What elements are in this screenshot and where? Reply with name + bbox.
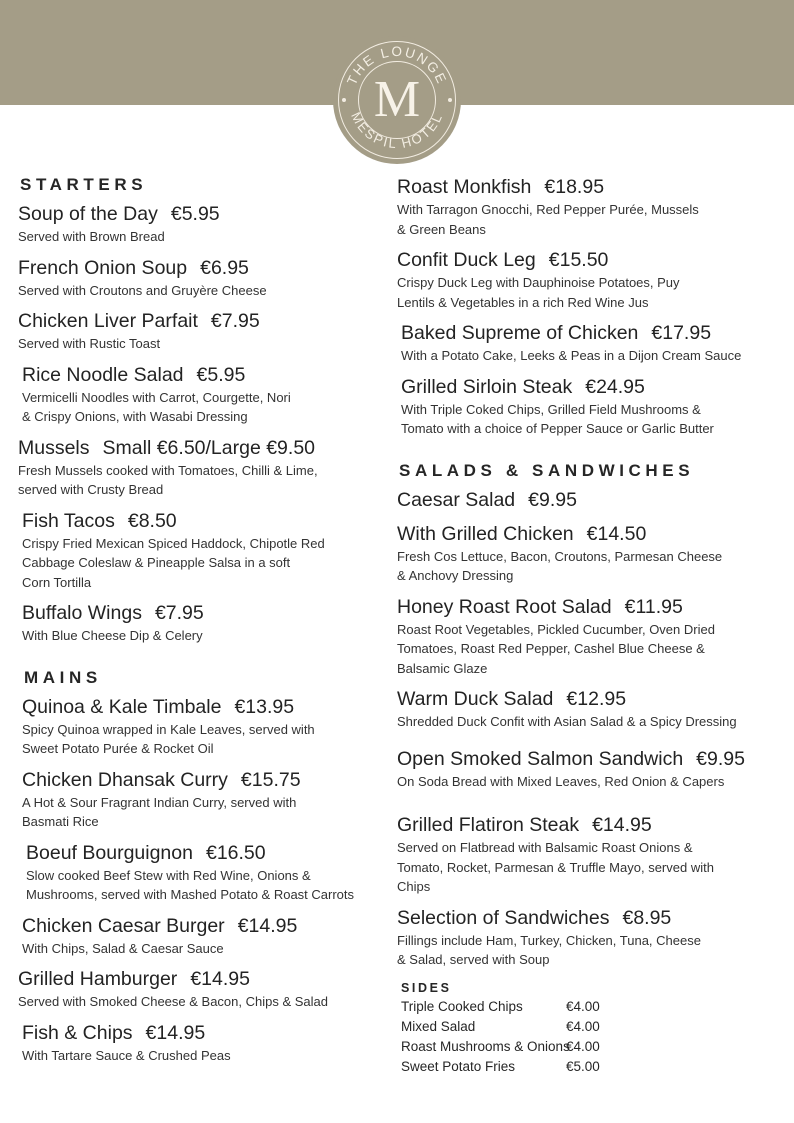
item-description: Shredded Duck Confit with Asian Salad & a Spicy Dressing xyxy=(397,714,737,729)
menu-item[interactable] xyxy=(18,256,386,301)
item-line xyxy=(18,967,386,992)
menu-item[interactable] xyxy=(397,248,777,312)
item-description: Slow cooked Beef Stew with Red Wine, Onions & Mushrooms, served with Mashed Potato & Roast Carrots xyxy=(26,867,355,902)
item-line xyxy=(22,509,386,534)
spacer xyxy=(397,800,777,813)
item-name: Grilled Flatiron Steak xyxy=(397,814,580,836)
item-price: €9.95 xyxy=(528,488,577,511)
menu-item[interactable] xyxy=(22,1021,386,1066)
item-line xyxy=(22,1021,386,1046)
item-line xyxy=(26,841,386,866)
item-line xyxy=(397,747,777,772)
item-name: Rice Noodle Salad xyxy=(22,363,184,386)
item-name: Quinoa & Kale Timbale xyxy=(22,695,222,718)
item-name: Baked Supreme of Chicken xyxy=(401,322,639,344)
item-line xyxy=(18,202,386,227)
item-name: Mussels xyxy=(18,436,90,459)
side-name: Triple Cooked Chips xyxy=(401,998,523,1014)
item-description: With Triple Coked Chips, Grilled Field Mushrooms & Tomato with a choice of Pepper Sauce or Garlic Butter xyxy=(401,401,714,436)
item-name: Fish Tacos xyxy=(22,509,115,532)
item-price: €5.95 xyxy=(170,203,220,225)
section-heading-salads-sandwiches: SALADS & SANDWICHES xyxy=(399,460,695,480)
item-price: €13.95 xyxy=(234,695,295,718)
side-price: €4.00 xyxy=(566,1038,600,1054)
item-description: Served with Brown Bread xyxy=(18,229,165,244)
item-price: €14.50 xyxy=(586,522,647,545)
item-name: With Grilled Chicken xyxy=(397,522,574,545)
menu-item[interactable] xyxy=(22,768,386,832)
item-description: Fillings include Ham, Turkey, Chicken, Tuna, Cheese & Salad, served with Soup xyxy=(397,932,701,967)
item-line xyxy=(22,363,386,388)
item-description: With Tartare Sauce & Crushed Peas xyxy=(22,1047,231,1063)
item-price: €14.95 xyxy=(145,1021,206,1044)
menu-item[interactable] xyxy=(397,175,777,239)
item-price: Small €6.50/Large €9.50 xyxy=(102,436,316,459)
side-item[interactable] xyxy=(401,997,777,1017)
menu-item[interactable] xyxy=(22,695,386,759)
item-description: With Blue Cheese Dip & Celery xyxy=(22,628,203,643)
side-name: Roast Mushrooms & Onions xyxy=(401,1038,570,1054)
side-price: €4.00 xyxy=(566,1018,600,1034)
item-description: With a Potato Cake, Leeks & Peas in a Dijon Cream Sauce xyxy=(401,348,742,363)
item-name: Open Smoked Salmon Sandwich xyxy=(397,747,684,770)
item-description: With Chips, Salad & Caesar Sauce xyxy=(22,940,224,956)
menu-item[interactable] xyxy=(397,687,777,732)
svg-text:MESPIL HOTEL: MESPIL HOTEL xyxy=(348,109,446,152)
item-line xyxy=(18,256,386,281)
side-price: €5.00 xyxy=(566,1058,600,1074)
item-price: €14.95 xyxy=(592,814,652,836)
item-price: €7.95 xyxy=(210,310,260,332)
item-name: Grilled Hamburger xyxy=(18,968,178,990)
menu-item[interactable] xyxy=(22,363,386,427)
item-price: €16.50 xyxy=(205,841,266,864)
item-line xyxy=(18,309,386,334)
item-price: €12.95 xyxy=(566,688,627,710)
item-name: Honey Roast Root Salad xyxy=(397,595,612,618)
item-name: Chicken Liver Parfait xyxy=(18,310,198,332)
item-line xyxy=(401,321,777,346)
menu-item[interactable] xyxy=(397,595,777,679)
menu-item[interactable] xyxy=(18,967,386,1012)
item-price: €7.95 xyxy=(154,602,204,624)
item-line xyxy=(397,248,777,273)
item-description: Served with Croutons and Gruyère Cheese xyxy=(18,282,267,298)
item-name: Warm Duck Salad xyxy=(397,688,554,710)
section-heading-mains: MAINS xyxy=(24,667,102,687)
item-line xyxy=(397,175,777,200)
menu-item[interactable] xyxy=(397,906,777,970)
item-description: Vermicelli Noodles with Carrot, Courgette, Nori & Crispy Onions, with Wasabi Dressing xyxy=(22,389,291,424)
item-line xyxy=(397,595,777,620)
menu-item[interactable] xyxy=(18,202,386,247)
menu-item[interactable] xyxy=(18,309,386,354)
right-column xyxy=(397,175,777,1077)
hotel-logo xyxy=(333,36,461,164)
item-description: Fresh Cos Lettuce, Bacon, Croutons, Parmesan Cheese & Anchovy Dressing xyxy=(397,548,723,583)
item-price: €14.95 xyxy=(190,968,250,990)
item-price: €15.75 xyxy=(240,768,301,791)
item-line xyxy=(397,813,777,838)
item-line xyxy=(397,488,777,513)
item-price: €9.95 xyxy=(696,747,745,770)
item-name: Soup of the Day xyxy=(18,203,158,225)
item-description: On Soda Bread with Mixed Leaves, Red Onion & Capers xyxy=(397,773,725,789)
menu-item[interactable] xyxy=(397,488,777,513)
item-description: A Hot & Sour Fragrant Indian Curry, served with Basmati Rice xyxy=(22,794,297,829)
item-name: Selection of Sandwiches xyxy=(397,906,610,929)
item-name: Chicken Dhansak Curry xyxy=(22,768,228,791)
item-price: €14.95 xyxy=(237,914,298,937)
side-price: €4.00 xyxy=(566,998,600,1014)
item-line xyxy=(22,914,386,939)
item-description: Served on Flatbread with Balsamic Roast Onions & Tomato, Rocket, Parmesan & Truffle Mayo, served with Chips xyxy=(397,840,714,894)
side-name: Mixed Salad xyxy=(401,1018,476,1034)
item-description: Spicy Quinoa wrapped in Kale Leaves, served with Sweet Potato Purée & Rocket Oil xyxy=(22,721,315,756)
item-description: Crispy Fried Mexican Spiced Haddock, Chipotle Red Cabbage Coleslaw & Pineapple Salsa in a soft Corn Tortilla xyxy=(22,535,325,590)
spacer xyxy=(397,448,777,461)
item-description: Served with Rustic Toast xyxy=(18,336,161,351)
item-line xyxy=(397,906,777,931)
left-column xyxy=(18,175,386,1074)
item-name: Roast Monkfish xyxy=(397,176,532,198)
item-description: Fresh Mussels cooked with Tomatoes, Chilli & Lime, served with Crusty Bread xyxy=(18,462,318,497)
side-item[interactable] xyxy=(401,1057,777,1077)
menu-item[interactable] xyxy=(397,813,777,897)
menu-item[interactable] xyxy=(22,601,386,646)
item-line xyxy=(22,695,386,720)
side-item[interactable] xyxy=(401,1037,777,1057)
menu-item[interactable] xyxy=(397,522,777,586)
item-name: Chicken Caesar Burger xyxy=(22,914,225,937)
menu-item[interactable] xyxy=(22,914,386,959)
item-price: €18.95 xyxy=(544,176,605,198)
section-heading-starters: STARTERS xyxy=(20,175,148,194)
item-name: Grilled Sirloin Steak xyxy=(401,375,573,398)
item-name: Boeuf Bourguignon xyxy=(26,841,193,864)
item-price: €8.50 xyxy=(127,509,177,532)
item-line xyxy=(22,601,386,626)
item-description: Served with Smoked Cheese & Bacon, Chips & Salad xyxy=(18,994,329,1009)
menu-item[interactable] xyxy=(18,436,386,500)
side-item[interactable] xyxy=(401,1017,777,1037)
svg-text:THE LOUNGE: THE LOUNGE xyxy=(344,43,450,88)
item-price: €24.95 xyxy=(585,375,645,398)
item-description: Roast Root Vegetables, Pickled Cucumber, Oven Dried Tomatoes, Roast Red Pepper, Cashel Blue Cheese & Balsamic Glaze xyxy=(397,621,715,676)
item-price: €15.50 xyxy=(548,249,609,271)
item-price: €8.95 xyxy=(622,906,672,929)
menu-item[interactable] xyxy=(22,509,386,593)
item-line xyxy=(22,768,386,793)
item-line xyxy=(18,436,386,461)
item-line xyxy=(397,687,777,712)
item-description: With Tarragon Gnocchi, Red Pepper Purée, Mussels & Green Beans xyxy=(397,202,699,237)
item-name: Buffalo Wings xyxy=(22,602,142,624)
logo-seal xyxy=(333,36,461,164)
item-price: €5.95 xyxy=(196,363,246,386)
item-price: €6.95 xyxy=(200,256,249,279)
item-price: €17.95 xyxy=(651,322,712,344)
side-name: Sweet Potato Fries xyxy=(401,1058,516,1074)
logo-monogram: M xyxy=(373,71,421,128)
menu-item[interactable] xyxy=(401,375,777,439)
menu-item[interactable] xyxy=(26,841,386,905)
item-name: Confit Duck Leg xyxy=(397,249,536,271)
item-name: Caesar Salad xyxy=(397,488,516,511)
item-line xyxy=(397,522,777,547)
item-name: Fish & Chips xyxy=(22,1021,133,1044)
item-description: Crispy Duck Leg with Dauphinoise Potatoes, Puy Lentils & Vegetables in a rich Red Wine Jus xyxy=(397,275,680,310)
item-price: €11.95 xyxy=(624,595,683,618)
item-name: French Onion Soup xyxy=(18,256,188,279)
item-line xyxy=(401,375,777,400)
menu-item[interactable] xyxy=(397,747,777,792)
menu-item[interactable] xyxy=(401,321,777,366)
section-heading-sides: SIDES xyxy=(401,980,452,995)
